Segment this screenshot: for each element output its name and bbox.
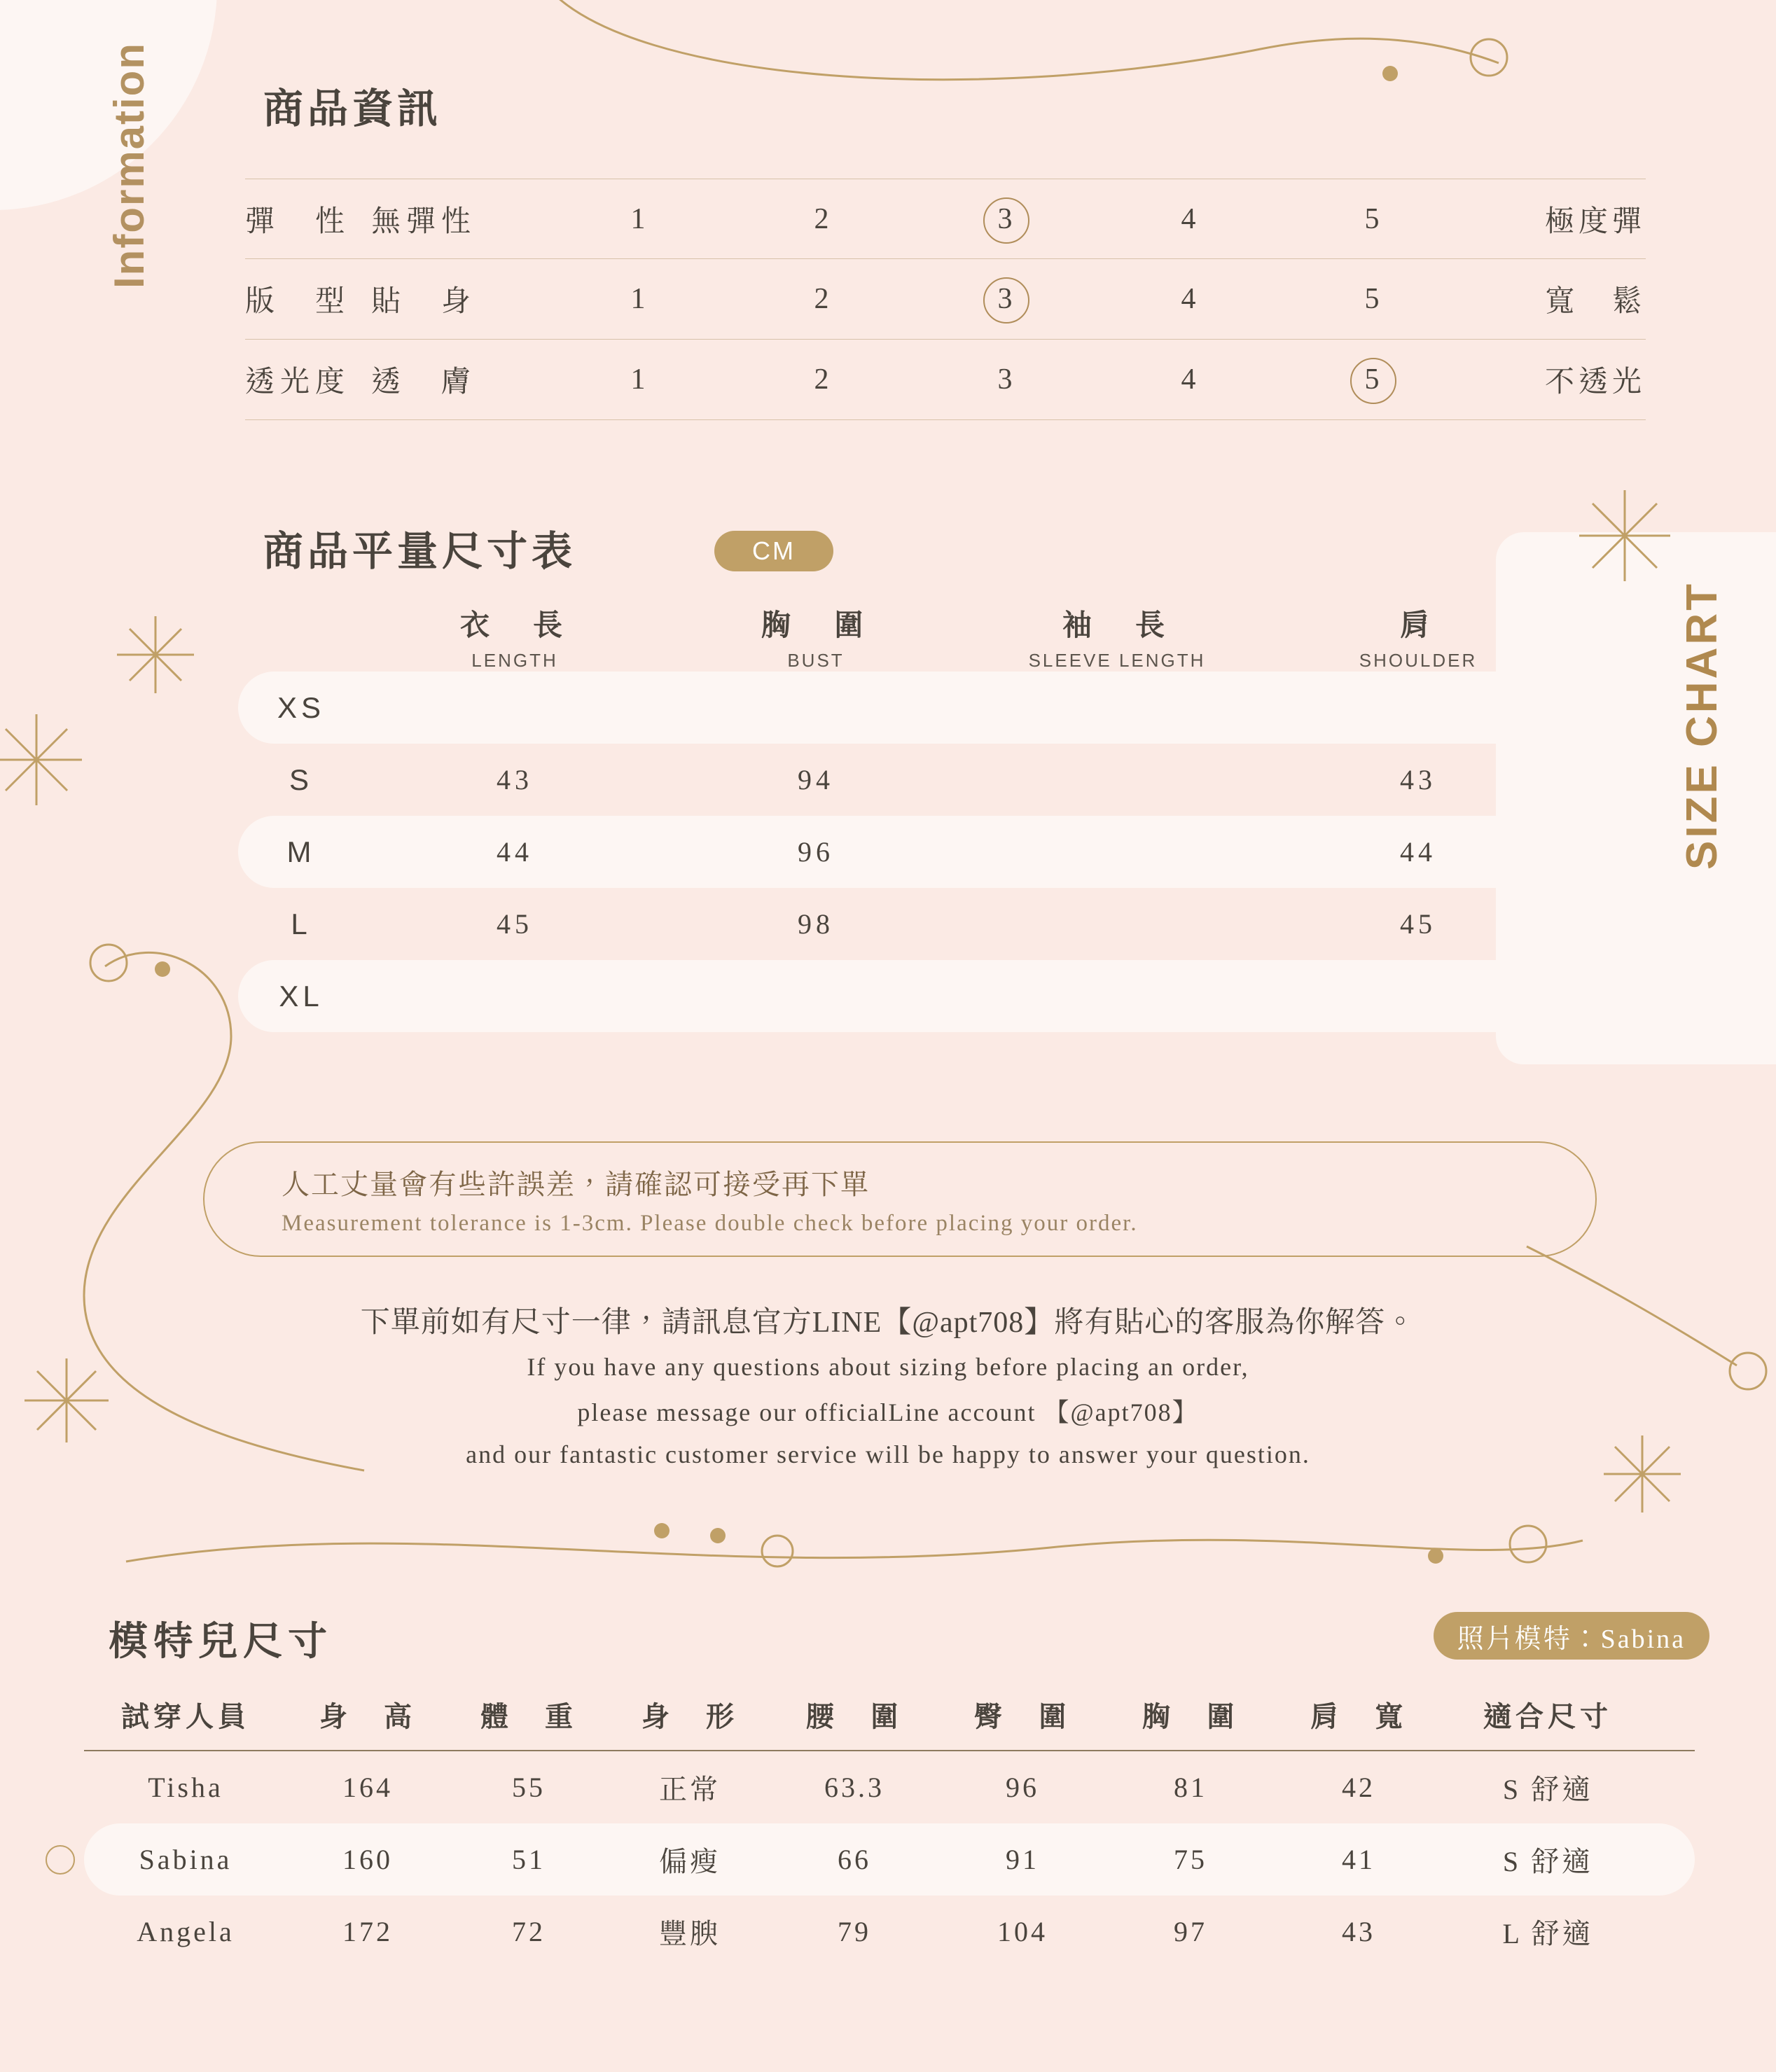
cell-length: 44 bbox=[497, 836, 533, 868]
cell-tester: Angela bbox=[137, 1916, 235, 1947]
cell-shoulder: 43 bbox=[1342, 1916, 1375, 1947]
cell-shoulder: 43 bbox=[1400, 764, 1436, 795]
table-row-highlighted bbox=[84, 1823, 1695, 1896]
size-chart-side-label: SIZE CHART bbox=[1678, 581, 1726, 870]
cell-bust: 94 bbox=[798, 764, 834, 795]
scale-value-selected: 5 bbox=[1280, 363, 1464, 396]
scale-value: 3 bbox=[997, 363, 1013, 396]
scale-value: 4 bbox=[1181, 202, 1196, 235]
column-title-en: LENGTH bbox=[471, 650, 558, 671]
size-chart-corner bbox=[238, 602, 364, 672]
info-row-low: 貼 身 bbox=[371, 286, 477, 318]
cell-shoulder: 44 bbox=[1400, 836, 1436, 868]
size-label: S bbox=[289, 763, 313, 796]
cell-shape: 正常 bbox=[659, 1774, 721, 1805]
scale-value-selected: 3 bbox=[913, 282, 1097, 316]
cell-hip: 91 bbox=[1006, 1844, 1039, 1875]
cell-height: 164 bbox=[342, 1772, 393, 1803]
header-bust: 胸 圍 bbox=[1142, 1702, 1239, 1732]
cell-shoulder: 42 bbox=[1342, 1772, 1375, 1803]
cell-tester: Tisha bbox=[148, 1772, 223, 1803]
tolerance-text-zh: 人工丈量會有些許誤差，請確認可接受再下單 bbox=[282, 1168, 870, 1200]
table-row bbox=[238, 960, 1569, 1032]
cell-weight: 51 bbox=[512, 1844, 546, 1875]
header-shoulder: 肩 寬 bbox=[1310, 1702, 1407, 1732]
scale-value: 1 bbox=[630, 202, 646, 235]
info-row-high: 不透光 bbox=[1544, 366, 1646, 398]
table-row bbox=[238, 744, 1569, 816]
column-title-en: SLEEVE LENGTH bbox=[1028, 650, 1206, 671]
info-scale bbox=[546, 282, 1464, 316]
info-row-name: 版 型 bbox=[245, 286, 351, 318]
table-row bbox=[238, 888, 1569, 960]
table-row bbox=[238, 816, 1569, 888]
product-info-table bbox=[245, 179, 1646, 420]
unit-badge-cm: CM bbox=[714, 531, 833, 571]
scale-value: 5 bbox=[1364, 202, 1380, 235]
header-shape: 身 形 bbox=[641, 1702, 738, 1732]
size-label: L bbox=[291, 907, 312, 940]
scale-value-selected: 3 bbox=[913, 202, 1097, 236]
column-shoulder bbox=[1268, 602, 1569, 672]
tolerance-text-en: Measurement tolerance is 1-3cm. Please double check before placing your order. bbox=[282, 1210, 1138, 1236]
model-table-header-row bbox=[84, 1695, 1695, 1751]
cell-bust: 97 bbox=[1174, 1916, 1207, 1947]
cell-bust: 75 bbox=[1174, 1844, 1207, 1875]
column-title-zh: 衣 長 bbox=[459, 609, 569, 641]
size-chart-table bbox=[238, 602, 1569, 1032]
info-row-opacity bbox=[245, 340, 1646, 420]
info-row-low: 透 膚 bbox=[371, 366, 477, 398]
cell-waist: 63.3 bbox=[824, 1772, 884, 1803]
info-row-low: 無彈性 bbox=[371, 205, 477, 238]
table-row bbox=[238, 672, 1569, 744]
contact-note bbox=[0, 1299, 1776, 1469]
table-row bbox=[84, 1896, 1695, 1968]
column-sleeve-length bbox=[966, 602, 1268, 672]
model-size-table bbox=[84, 1695, 1695, 1968]
cell-fit-size: L 舒適 bbox=[1502, 1918, 1593, 1949]
page-title-size-table: 商品平量尺寸表 bbox=[263, 529, 577, 574]
cell-shape: 豐腴 bbox=[659, 1918, 721, 1949]
cell-bust: 98 bbox=[798, 908, 834, 940]
measurement-tolerance-note bbox=[203, 1141, 1597, 1257]
size-chart-header-row bbox=[238, 602, 1569, 672]
scale-value: 2 bbox=[814, 283, 829, 315]
header-weight: 體 重 bbox=[480, 1702, 577, 1732]
header-waist: 腰 圍 bbox=[806, 1702, 903, 1732]
cell-length: 43 bbox=[497, 764, 533, 795]
column-title-en: BUST bbox=[787, 650, 845, 671]
info-row-high: 極度彈 bbox=[1544, 205, 1646, 238]
size-label: M bbox=[286, 835, 316, 868]
contact-text-zh: 下單前如有尺寸一律，請訊息官方LINE【@apt708】將有貼心的客服為你解答。 bbox=[360, 1307, 1416, 1339]
size-label: XL bbox=[279, 979, 324, 1013]
contact-text-en-3: and our fantastic customer service will be happy to answer your question. bbox=[466, 1440, 1310, 1468]
header-tester: 試穿人員 bbox=[121, 1702, 250, 1732]
info-row-high: 寬 鬆 bbox=[1544, 286, 1646, 318]
table-row bbox=[84, 1751, 1695, 1823]
size-label: XS bbox=[277, 690, 326, 724]
info-row-name: 彈 性 bbox=[245, 205, 351, 238]
cell-shoulder: 41 bbox=[1342, 1844, 1375, 1875]
column-bust bbox=[665, 602, 966, 672]
cell-shoulder: 45 bbox=[1400, 908, 1436, 940]
cell-shape: 偏瘦 bbox=[659, 1846, 721, 1877]
cell-hip: 96 bbox=[1006, 1772, 1039, 1803]
cell-fit-size: S 舒適 bbox=[1502, 1846, 1593, 1877]
scale-value: 4 bbox=[1181, 363, 1196, 396]
column-length bbox=[364, 602, 665, 672]
cell-bust: 96 bbox=[798, 836, 834, 868]
scale-value: 5 bbox=[1364, 283, 1380, 315]
header-height: 身 高 bbox=[319, 1702, 416, 1732]
info-scale bbox=[546, 202, 1464, 236]
information-side-label: Information bbox=[106, 42, 153, 288]
cell-fit-size: S 舒適 bbox=[1502, 1774, 1593, 1805]
cell-length: 45 bbox=[497, 908, 533, 940]
cell-waist: 79 bbox=[838, 1916, 871, 1947]
status-badge-photo-model: 照片模特：Sabina bbox=[1434, 1612, 1709, 1660]
cell-bust: 81 bbox=[1174, 1772, 1207, 1803]
scale-value: 1 bbox=[630, 363, 646, 396]
cell-hip: 104 bbox=[997, 1916, 1048, 1947]
cell-height: 172 bbox=[342, 1916, 393, 1947]
scale-value: 2 bbox=[814, 202, 829, 235]
cell-tester: Sabina bbox=[84, 1843, 287, 1876]
page-title-product-info: 商品資訊 bbox=[263, 86, 443, 132]
page-title-model-size: 模特兒尺寸 bbox=[109, 1619, 333, 1663]
cell-height: 160 bbox=[342, 1844, 393, 1875]
cell-weight: 72 bbox=[512, 1916, 546, 1947]
info-row-fit bbox=[245, 259, 1646, 340]
scale-value: 1 bbox=[630, 283, 646, 315]
selected-model-marker-icon bbox=[46, 1845, 75, 1875]
contact-text-en-2: please message our officialLine account 【@apt708】 bbox=[577, 1398, 1199, 1426]
header-fit-size: 適合尺寸 bbox=[1483, 1702, 1612, 1732]
scale-value: 4 bbox=[1181, 283, 1196, 315]
header-hip: 臀 圍 bbox=[974, 1702, 1071, 1732]
info-row-name: 透光度 bbox=[245, 366, 351, 398]
column-title-zh: 胸 圍 bbox=[761, 609, 870, 641]
contact-text-en-1: If you have any questions about sizing before placing an order, bbox=[527, 1353, 1249, 1381]
cell-waist: 66 bbox=[838, 1844, 871, 1875]
column-title-en: SHOULDER bbox=[1359, 650, 1478, 671]
scale-value: 2 bbox=[814, 363, 829, 396]
info-row-elasticity bbox=[245, 179, 1646, 259]
info-scale bbox=[546, 363, 1464, 396]
cell-weight: 55 bbox=[512, 1772, 546, 1803]
column-title-zh: 肩 bbox=[1399, 609, 1436, 641]
column-title-zh: 袖 長 bbox=[1062, 609, 1172, 641]
